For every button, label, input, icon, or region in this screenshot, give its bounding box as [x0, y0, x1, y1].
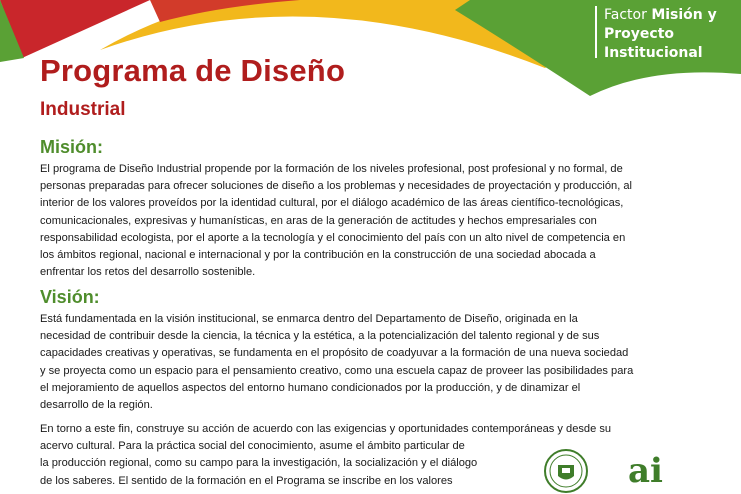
mision-line: El programa de Diseño Industrial propende por la formación de los niveles profesional, post profesional y no formal, de: [40, 163, 623, 175]
page-subtitle: Industrial: [40, 99, 126, 120]
vision-line: el mejoramiento de aquellos aspectos del entorno humano condicionados por la producción, y de dinamizar el: [40, 381, 581, 394]
vision-line: capacidades creativas y operativas, se fundamenta en el propósito de coadyuvar a la formación de una nueva sociedad: [40, 347, 629, 360]
ai-logo: [626, 448, 668, 488]
vision-line: y se proyecta como un espacio para el pensamiento creativo, como una escuela capaz de proveer las posibilidades para: [40, 364, 634, 377]
factor-label-bold-1: Misión y: [651, 7, 717, 23]
vision-line: Está fundamentada en la visión institucional, se enmarca dentro del Departamento de Diseño, originada en la: [40, 313, 578, 325]
vision-heading: Visión:: [40, 287, 100, 307]
banner-red-shape: [0, 0, 150, 58]
vision-paragraph: [40, 311, 705, 414]
ai-logo-text: ai: [628, 451, 663, 488]
vision-line: de los saberes. El sentido de la formación en el Programa se inscribe en los valores: [40, 474, 453, 487]
vision-paragraph-2: [40, 421, 705, 490]
vision-line: la producción regional, como su campo para la investigación, la socialización y el diálogo: [40, 457, 478, 470]
mision-line: personas preparadas para ofrecer soluciones de diseño a los problemas y necesidades de proyectación y producción, al: [40, 180, 633, 193]
mision-line: enfrentar los retos del desarrollo sostenible.: [40, 266, 256, 279]
mision-heading: Misión:: [40, 137, 103, 157]
factor-label: [604, 6, 738, 63]
banner-divider: [595, 6, 597, 58]
vision-line: necesidad de contribuir desde la ciencia, la técnica y la estética, a la potencialización del talento regional y de sus: [40, 330, 600, 343]
mision-paragraph: [40, 161, 705, 281]
factor-label-normal: Factor: [604, 7, 647, 23]
vision-line: desarrollo de la región.: [40, 399, 153, 412]
mision-line: responsabilidad ecologista, por el aporte a la tecnología y el conocimiento del país con un alto nivel de competencia en: [40, 231, 626, 244]
vision-line: En torno a este fin, construye su acción de acuerdo con las exigencias y oportunidades contemporáneas y desde su: [40, 423, 612, 435]
mision-line: los ámbitos regional, nacional e internacional y por la contribución en la construcción de una sociedad abocada a: [40, 249, 596, 262]
page-title: Programa de Diseño: [40, 53, 346, 88]
vision-line: acervo cultural. Para la práctica social del conocimiento, asume el ámbito particular de: [40, 440, 465, 453]
factor-label-bold-3: Institucional: [604, 45, 703, 61]
mision-line: interior de los valores proveídos por la identidad cultural, por el diálogo académico de las áreas científico-tecnológicas,: [40, 197, 624, 210]
university-seal-icon: [543, 448, 589, 494]
mision-line: comunicacionales, expresivas y humanísticas, en aras de la generación de actitudes y hechos empresariales con: [40, 214, 597, 227]
factor-label-bold-2: Proyecto: [604, 26, 675, 42]
